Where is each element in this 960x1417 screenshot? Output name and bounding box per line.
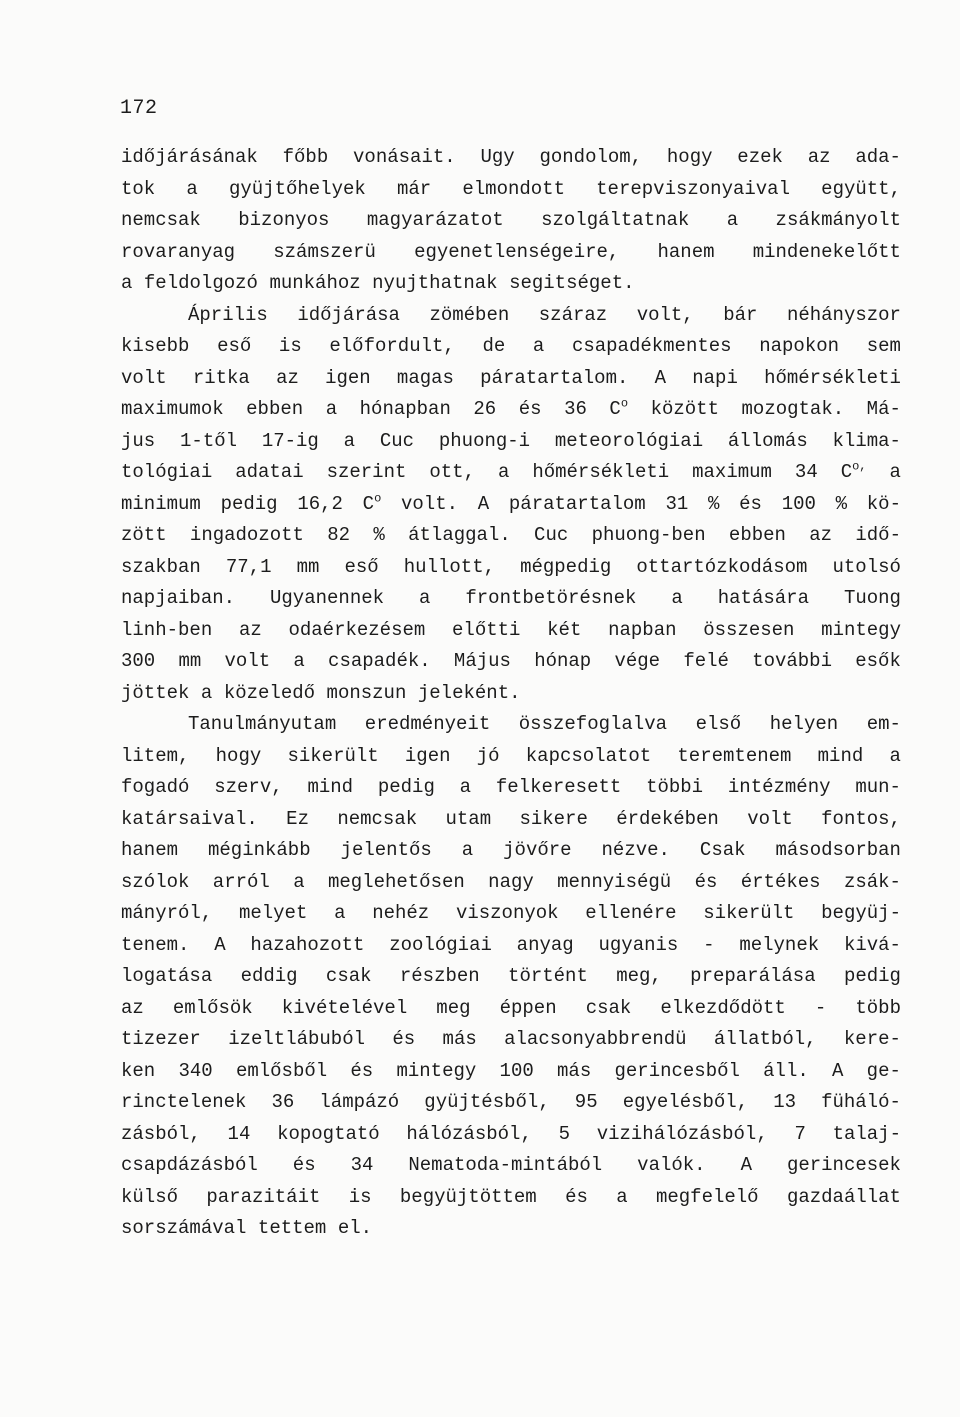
text-line: rinctelenek 36 lámpázó gyüjtésből, 95 egyelésből, 13 füháló- <box>121 1091 901 1113</box>
text-line: jöttek a közeledő monszun jeleként. <box>121 681 521 704</box>
text-line: fogadó szerv, mind pedig a felkeresett többi intézmény mun- <box>121 776 901 798</box>
text-line: csapdázásból és 34 Nematoda-mintából valók. A gerincesek <box>121 1154 901 1176</box>
text-line: zásból, 14 kopogtató hálózásból, 5 vizihálózásból, 7 talaj- <box>121 1122 901 1145</box>
text-line: katársaival. Ez nemcsak utam sikere érdekében volt fontos, <box>121 807 901 830</box>
text-line: zött ingadozott 82 % átlaggal. Cuc phuong-ben ebben az idő- <box>121 524 901 546</box>
text-line: tenem. A hazahozott zoológiai anyag ugyanis - melynek kivá- <box>121 933 901 956</box>
text-line: a feldolgozó munkához nyujthatnak segitséget. <box>121 272 635 294</box>
text-line: nemcsak bizonyos magyarázatot szolgáltatnak a zsákmányolt <box>121 209 901 231</box>
text-line: 300 mm volt a csapadék. Május hónap vége felé további esők <box>121 650 901 672</box>
text-line: minimum pedig 16,2 $C^o$ volt. A páratartalom 31 % és 100 % kö- <box>121 491 901 515</box>
text-line: maximumok ebben a hónapban 26 és 36 $C^o$ között mozogtak. Má- <box>121 396 901 420</box>
text-line: tológiai adatai szerint ott, a hőmérsékleti maximum 34 $C^{o,}$ a <box>121 459 901 483</box>
text-line: logatása eddig csak részben történt meg, preparálása pedig <box>121 965 901 987</box>
text-line: mányról, melyet a nehéz viszonyok ellenére sikerült begyüj- <box>121 902 901 924</box>
text-line: rovaranyag számszerü egyenetlenségeire, hanem mindenekelőtt <box>121 240 901 263</box>
text-line: kisebb eső is előfordult, de a csapadékmentes napokon sem <box>121 335 901 357</box>
text-line: tok a gyüjtőhelyek már elmondott terepviszonyaival együtt, <box>121 177 901 200</box>
text-line: napjaiban. Ugyanennek a frontbetörésnek a hatására Tuong <box>121 587 901 609</box>
text-line: szólok arról a meglehetősen nagy mennyiségü és értékes zsák- <box>121 870 901 893</box>
text-line: Április időjárása zömében száraz volt, bár néhányszor <box>188 303 901 326</box>
page-number: 172 <box>120 97 158 120</box>
body-text <box>121 142 901 1245</box>
text-line: hanem méginkább jelentős a jövőre nézve. Csak másodsorban <box>121 839 901 861</box>
text-line: tizezer izeltlábuból és más alacsonyabbrendü állatból, kere- <box>121 1028 901 1050</box>
text-line: időjárásának főbb vonásait. Ugy gondolom, hogy ezek az ada- <box>121 146 901 168</box>
text-line: linh-ben az odaérkezésem előtti két napban összesen mintegy <box>121 618 901 641</box>
text-line: litem, hogy sikerült igen jó kapcsolatot teremtenem mind a <box>121 744 901 767</box>
text-line: külső parazitáit is begyüjtöttem és a megfelelő gazdaállat <box>121 1185 901 1208</box>
text-line: sorszámával tettem el. <box>121 1217 373 1239</box>
text-line: volt ritka az igen magas páratartalom. A napi hőmérsékleti <box>121 366 901 389</box>
text-line: az emlősök kivételével meg éppen csak elkezdődött - több <box>121 996 901 1019</box>
text-line: jus 1-től 17-ig a Cuc phuong-i meteorológiai állomás klima- <box>121 429 901 452</box>
text-line: szakban 77,1 mm eső hullott, mégpedig ottartózkodásom utolsó <box>121 555 901 578</box>
text-line: ken 340 emlősből és mintegy 100 más gerincesből áll. A ge- <box>121 1059 901 1082</box>
text-line: Tanulmányutam eredményeit összefoglalva első helyen em- <box>188 713 901 735</box>
